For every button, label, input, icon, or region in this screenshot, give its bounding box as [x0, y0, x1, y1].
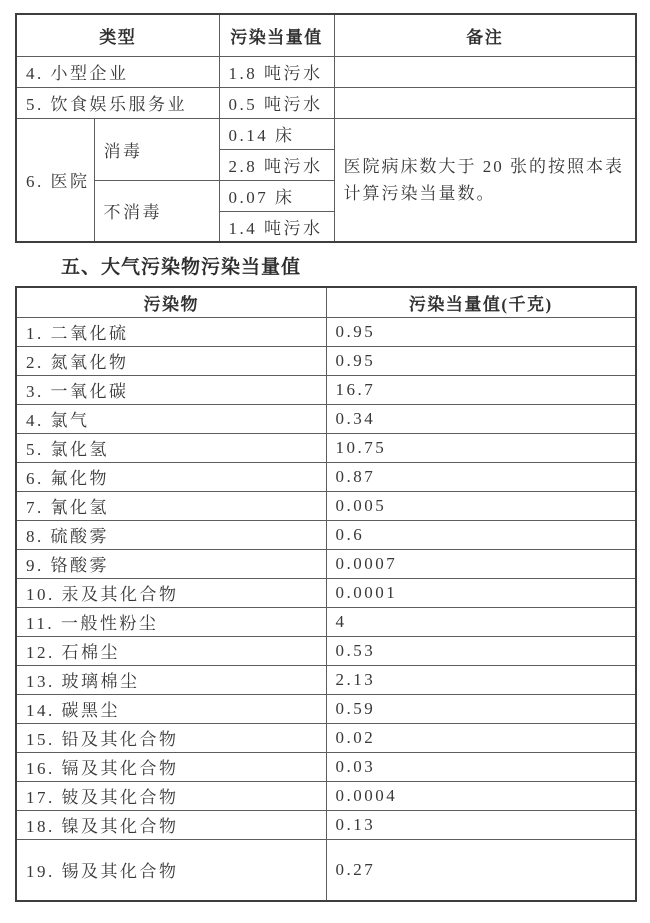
table-row [16, 781, 636, 810]
pollutant-cell: 13. 玻璃棉尘 [16, 665, 326, 694]
value-cell: 0.87 [326, 462, 636, 491]
type-cell: 4. 小型企业 [16, 56, 219, 87]
table-row [16, 520, 636, 549]
pollutant-cell: 9. 铬酸雾 [16, 549, 326, 578]
table-row [16, 56, 636, 87]
value-cell: 0.03 [326, 752, 636, 781]
pollutant-cell: 17. 铍及其化合物 [16, 781, 326, 810]
table-row [16, 433, 636, 462]
value-cell: 4 [326, 607, 636, 636]
remark-cell [334, 87, 636, 118]
hospital-remark-cell: 医院病床数大于 20 张的按照本表计算污染当量数。 [334, 118, 636, 242]
table-row [16, 723, 636, 752]
value-cell: 0.005 [326, 491, 636, 520]
pollutant-cell: 10. 汞及其化合物 [16, 578, 326, 607]
pollutant-cell: 5. 氯化氢 [16, 433, 326, 462]
pollutant-cell: 16. 镉及其化合物 [16, 752, 326, 781]
pollutant-cell: 12. 石棉尘 [16, 636, 326, 665]
pollutant-cell: 11. 一般性粉尘 [16, 607, 326, 636]
pollutant-cell: 3. 一氧化碳 [16, 375, 326, 404]
table-row [16, 118, 636, 149]
table-row [16, 404, 636, 433]
table-row [16, 549, 636, 578]
value-cell: 0.02 [326, 723, 636, 752]
value-cell: 0.0007 [326, 549, 636, 578]
table-header-row [16, 287, 636, 317]
section-heading: 五、大气污染物污染当量值 [61, 257, 302, 278]
hospital-label-cell: 6. 医院 [16, 118, 94, 242]
pollutant-cell: 2. 氮氧化物 [16, 346, 326, 375]
value-cell: 0.6 [326, 520, 636, 549]
col-header-value: 污染当量值 [219, 14, 334, 56]
col-header-remark: 备注 [334, 14, 636, 56]
pollutant-cell: 18. 镍及其化合物 [16, 810, 326, 839]
value-cell: 0.59 [326, 694, 636, 723]
table-row [16, 607, 636, 636]
value-cell: 0.27 [326, 839, 636, 901]
value-cell: 0.95 [326, 346, 636, 375]
table-row [16, 317, 636, 346]
value-cell: 2.8 吨污水 [219, 149, 334, 180]
table-row [16, 694, 636, 723]
not-disinfected-label-cell: 不消毒 [94, 180, 219, 242]
table-row [16, 665, 636, 694]
disinfected-label-cell: 消毒 [94, 118, 219, 180]
pollutant-cell: 15. 铅及其化合物 [16, 723, 326, 752]
pollutant-cell: 19. 锡及其化合物 [16, 839, 326, 901]
value-cell: 0.5 吨污水 [219, 87, 334, 118]
table-header-row [16, 14, 636, 56]
air-table-body [16, 317, 636, 901]
table-row [16, 87, 636, 118]
remark-cell [334, 56, 636, 87]
table-row [16, 375, 636, 404]
table-row [16, 578, 636, 607]
value-cell: 0.0001 [326, 578, 636, 607]
table-row [16, 491, 636, 520]
pollutant-cell: 14. 碳黑尘 [16, 694, 326, 723]
value-cell: 0.13 [326, 810, 636, 839]
table-row [16, 346, 636, 375]
value-cell: 0.07 床 [219, 180, 334, 211]
pollutant-cell: 7. 氰化氢 [16, 491, 326, 520]
pollutant-cell: 4. 氯气 [16, 404, 326, 433]
table-row [16, 636, 636, 665]
value-cell: 16.7 [326, 375, 636, 404]
value-cell: 1.4 吨污水 [219, 211, 334, 242]
value-cell: 0.0004 [326, 781, 636, 810]
type-cell: 5. 饮食娱乐服务业 [16, 87, 219, 118]
col-header-type: 类型 [16, 14, 219, 56]
pollutant-cell: 6. 氟化物 [16, 462, 326, 491]
value-cell: 10.75 [326, 433, 636, 462]
table-row [16, 810, 636, 839]
table-row [16, 839, 636, 901]
value-cell: 0.53 [326, 636, 636, 665]
pollutant-cell: 1. 二氧化硫 [16, 317, 326, 346]
table-row [16, 752, 636, 781]
air-pollutant-table [15, 286, 637, 902]
value-cell: 2.13 [326, 665, 636, 694]
value-cell: 0.34 [326, 404, 636, 433]
sewage-type-table [15, 13, 637, 243]
pollutant-cell: 8. 硫酸雾 [16, 520, 326, 549]
col-header-value: 污染当量值(千克) [326, 287, 636, 317]
col-header-pollutant: 污染物 [16, 287, 326, 317]
value-cell: 0.14 床 [219, 118, 334, 149]
value-cell: 1.8 吨污水 [219, 56, 334, 87]
value-cell: 0.95 [326, 317, 636, 346]
table-row [16, 462, 636, 491]
